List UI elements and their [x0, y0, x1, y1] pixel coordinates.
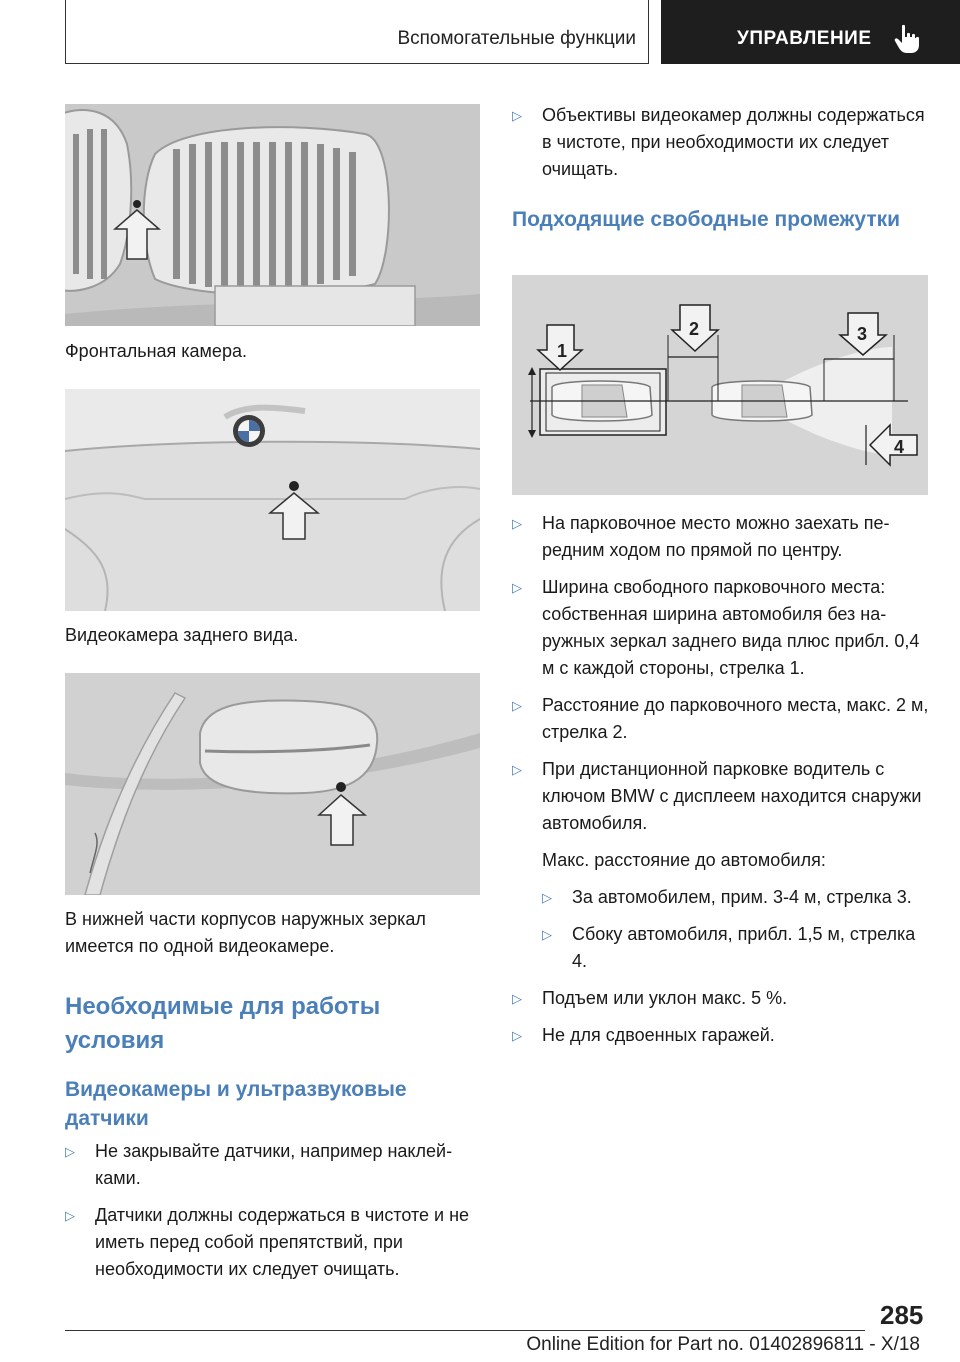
- bullet-triangle-icon: ▷: [542, 927, 552, 942]
- list-item: ▷ Не закрывайте датчики, например наклейками.: [65, 1138, 480, 1192]
- footer-divider: [65, 1330, 865, 1331]
- bullet-triangle-icon: ▷: [542, 890, 552, 905]
- rear-camera-photo: [65, 389, 480, 611]
- hand-pointer-icon: [894, 24, 920, 54]
- footer-edition: Online Edition for Part no. 01402896811 - X/18: [526, 1334, 920, 1355]
- bullet-triangle-icon: ▷: [65, 1208, 75, 1223]
- list-item: ▷ Датчики должны содержаться в чистоте и не иметь перед собой препятствий, при необходимости их следует очищать.: [65, 1202, 480, 1283]
- bullet-triangle-icon: ▷: [512, 1028, 522, 1043]
- distance-sub-list: [512, 884, 932, 975]
- sensor-bullet-list: [65, 1138, 480, 1293]
- caption-mirror-camera: В нижней части корпусов наружных зеркал имеется по одной видеокамере.: [65, 909, 426, 956]
- header-section-title: Вспомогательные функции: [397, 28, 636, 49]
- list-item: ▷ Подъем или уклон макс. 5 %.: [512, 985, 932, 1012]
- bullet-triangle-icon: ▷: [512, 991, 522, 1006]
- heading-parking-spaces: Подходящие свободные промежутки: [512, 208, 901, 231]
- list-item: ▷ Объективы видеокамер должны содержаться в чистоте, при необходимости их следует очищать.: [512, 102, 928, 183]
- bullet-triangle-icon: ▷: [512, 108, 522, 123]
- caption-front-camera: Фронтальная камера.: [65, 341, 247, 361]
- page-number: 285: [880, 1300, 924, 1330]
- list-item: ▷ За автомобилем, прим. 3-4 м, стрелка 3.: [542, 884, 932, 911]
- parking-space-diagram: [512, 275, 928, 495]
- diagram-label-1: 1: [557, 341, 568, 361]
- heading-cameras-sensors: Видеокамеры и ультразвуковые датчики: [65, 1078, 407, 1130]
- tail-bullet-list: [512, 985, 932, 1049]
- diagram-label-3: 3: [857, 324, 868, 344]
- lens-bullet-list: [512, 102, 928, 193]
- max-distance-note: Макс. расстояние до автомобиля:: [542, 850, 826, 870]
- list-item: ▷ При дистанционной парковке водитель с ключом BMW с дисплеем находится снаружи автомобиля.: [512, 756, 932, 837]
- heading-requirements: Необходимые для работы условия: [65, 993, 381, 1054]
- parking-bullet-list: [512, 510, 932, 837]
- mirror-camera-photo: [65, 673, 480, 895]
- list-item: ▷ На парковочное место можно заехать передним ходом по прямой по центру.: [512, 510, 932, 564]
- bullet-triangle-icon: ▷: [512, 580, 522, 595]
- list-item: ▷ Ширина свободного парковочного места: собственная ширина автомобиля без наружных зеркал заднего вида плюс прибл. 0,4 м с каждой стороны, стрелка 1.: [512, 574, 932, 682]
- bullet-triangle-icon: ▷: [65, 1144, 75, 1159]
- bullet-triangle-icon: ▷: [512, 762, 522, 777]
- list-item: ▷ Расстояние до парковочного места, макс. 2 м, стрелка 2.: [512, 692, 932, 746]
- header-section-box: [65, 0, 649, 64]
- caption-rear-camera: Видеокамера заднего вида.: [65, 625, 299, 645]
- diagram-label-4: 4: [894, 437, 905, 457]
- front-camera-photo: [65, 104, 480, 326]
- list-item: ▷ Не для сдвоенных гаражей.: [512, 1022, 932, 1049]
- parking-conditions: [512, 510, 932, 1059]
- bullet-triangle-icon: ▷: [512, 516, 522, 531]
- header-chapter-title: УПРАВЛЕНИЕ: [737, 28, 872, 49]
- list-item: ▷ Сбоку автомобиля, прибл. 1,5 м, стрелка 4.: [542, 921, 932, 975]
- diagram-label-2: 2: [689, 319, 700, 339]
- header-chapter-tab: [661, 0, 960, 64]
- bullet-triangle-icon: ▷: [512, 698, 522, 713]
